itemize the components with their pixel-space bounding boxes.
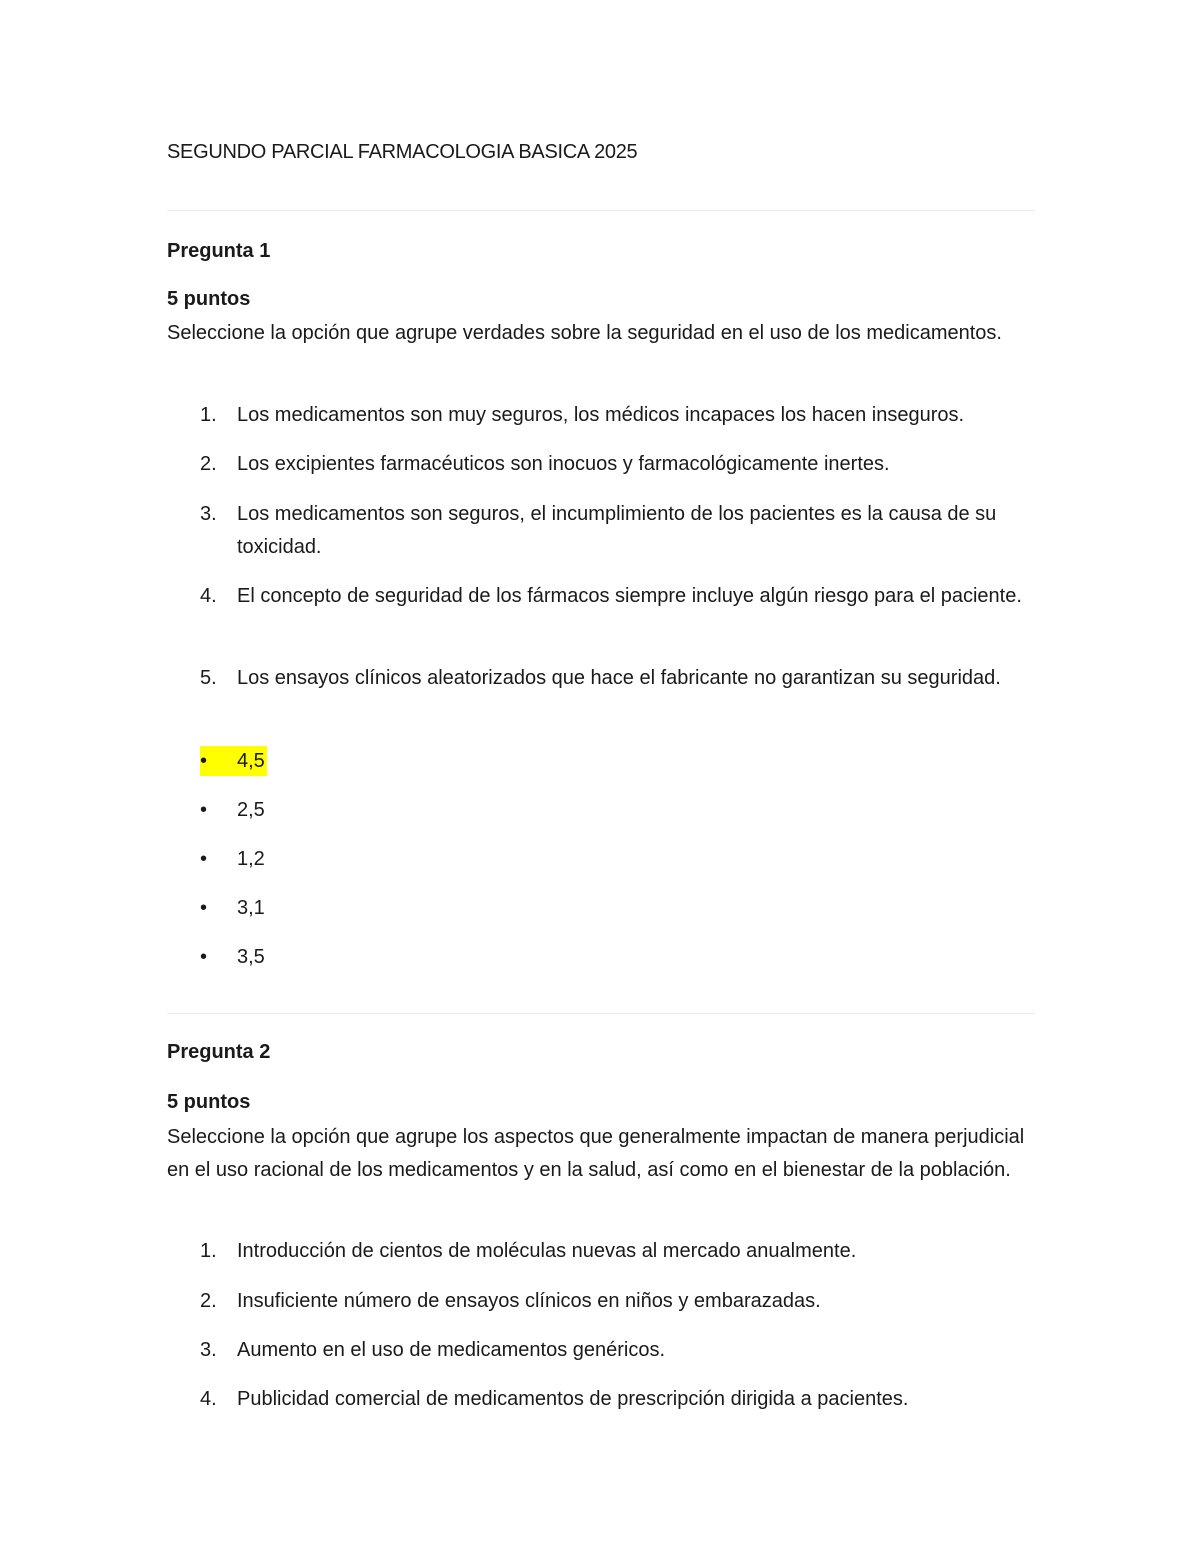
statement-text: Insuficiente número de ensayos clínicos en niños y embarazadas. [237, 1290, 821, 1312]
statement-number: 2. [200, 1290, 217, 1312]
answer-option[interactable] [200, 942, 265, 972]
statement-text: Introducción de cientos de moléculas nuevas al mercado anualmente. [237, 1240, 857, 1262]
statement-text: Los medicamentos son seguros, el incumplimiento de los pacientes es la causa de su toxicidad. [237, 503, 997, 558]
answer-option-text: 4,5 [237, 750, 265, 772]
statement-number: 3. [200, 503, 217, 525]
question-title: Pregunta 1 [167, 240, 271, 262]
statement-text: Los ensayos clínicos aleatorizados que hace el fabricante no garantizan su seguridad. [237, 667, 1001, 689]
bullet-icon: • [200, 946, 208, 968]
statement-item [200, 662, 1030, 695]
statement-number: 1. [200, 404, 217, 426]
question-points: 5 puntos [167, 1091, 251, 1113]
answer-option-selected[interactable] [200, 746, 267, 776]
section-divider [167, 210, 1035, 211]
statement-number: 4. [200, 585, 217, 607]
answer-option[interactable] [200, 795, 265, 825]
question-prompt: Seleccione la opción que agrupe verdades sobre la seguridad en el uso de los medicamentos. [167, 322, 1002, 344]
answer-option[interactable] [200, 893, 265, 923]
statement-text: Aumento en el uso de medicamentos genéricos. [237, 1339, 666, 1361]
statement-number: 3. [200, 1339, 217, 1361]
bullet-icon: • [200, 750, 208, 772]
answer-option-text: 1,2 [237, 848, 265, 870]
bullet-icon: • [200, 799, 208, 821]
bullet-icon: • [200, 897, 208, 919]
answer-option[interactable] [200, 844, 265, 874]
statement-text: Los medicamentos son muy seguros, los médicos incapaces los hacen inseguros. [237, 404, 965, 426]
question-prompt: Seleccione la opción que agrupe los aspectos que generalmente impactan de manera perjudicial en el uso racional de los medicamentos y en la salud, así como en el bienestar de la población. [167, 1126, 1025, 1181]
question-title: Pregunta 2 [167, 1041, 271, 1063]
statement-item [200, 1383, 1030, 1416]
document-title: SEGUNDO PARCIAL FARMACOLOGIA BASICA 2025 [167, 141, 638, 163]
statement-item [200, 1285, 1030, 1318]
statement-text: Publicidad comercial de medicamentos de prescripción dirigida a pacientes. [237, 1388, 909, 1410]
statement-item [200, 1334, 1030, 1367]
question-points: 5 puntos [167, 288, 251, 310]
answer-option-text: 3,1 [237, 897, 265, 919]
statement-number: 2. [200, 453, 217, 475]
answer-option-text: 3,5 [237, 946, 265, 968]
statement-item [200, 498, 1030, 564]
statement-item [200, 580, 1030, 613]
statement-item [200, 399, 1030, 432]
statement-number: 5. [200, 667, 217, 689]
bullet-icon: • [200, 848, 208, 870]
section-divider [167, 1013, 1035, 1014]
statement-number: 1. [200, 1240, 217, 1262]
statement-number: 4. [200, 1388, 217, 1410]
answer-option-text: 2,5 [237, 799, 265, 821]
statement-text: El concepto de seguridad de los fármacos siempre incluye algún riesgo para el paciente. [237, 585, 1022, 607]
statement-item [200, 1235, 1030, 1268]
statement-item [200, 448, 1030, 481]
statement-text: Los excipientes farmacéuticos son inocuos y farmacológicamente inertes. [237, 453, 890, 475]
